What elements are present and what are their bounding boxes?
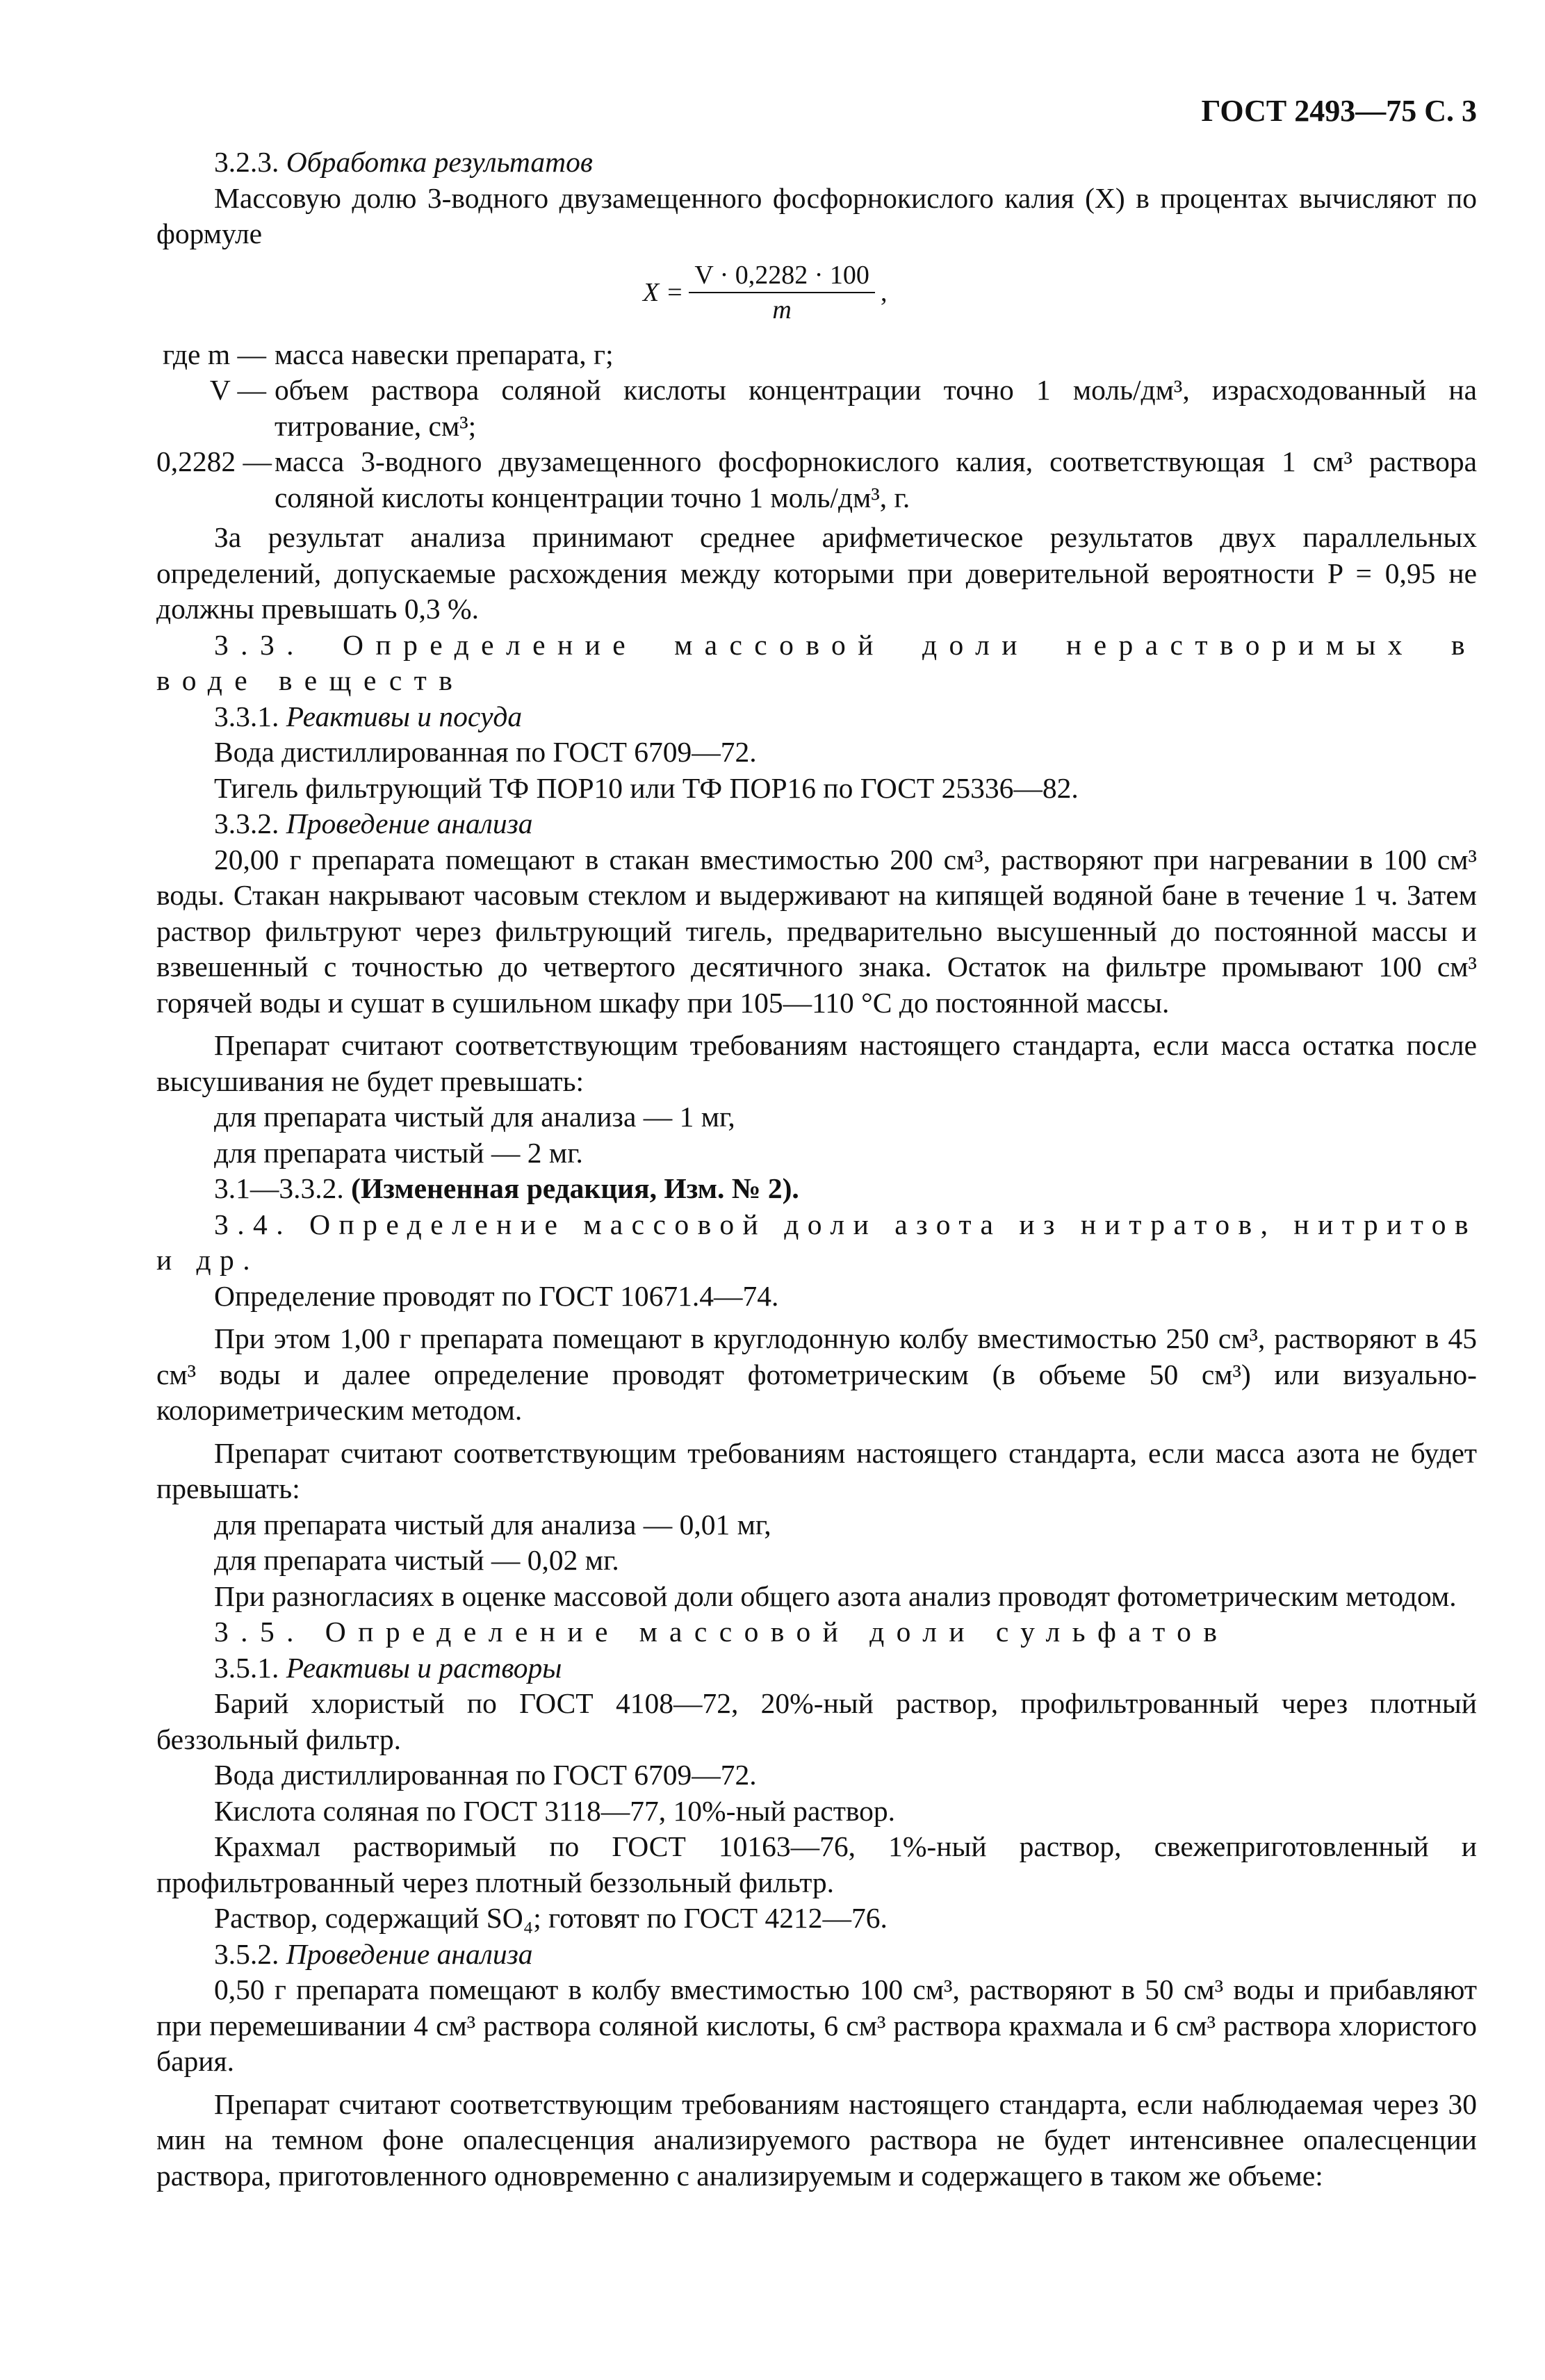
requirement-paragraph: Препарат считают соответствующим требованиям настоящего стандарта, если масса азота не будет превышать: — [156, 1436, 1477, 1504]
formula-intro-paragraph: Массовую долю 3-водного двузамещенного фосфорнокислого калия (X) в процентах вычисляют по формуле — [156, 181, 1477, 249]
reagent-paragraph: Барий хлористый по ГОСТ 4108—72, 20%-ный раствор, профильтрованный через плотный беззольный фильтр. — [156, 1687, 1477, 1755]
definition-text: объем раствора соляной кислоты концентрации точно 1 моль/дм³, израсходованный на титрование, см³; — [275, 374, 1477, 442]
definition-label: V — — [209, 374, 266, 406]
section-3-5-2-heading — [156, 1937, 1477, 1973]
reagent-line: Вода дистиллированная по ГОСТ 6709—72. — [214, 736, 757, 768]
formula-definitions — [156, 337, 1477, 516]
section-3-5-1-heading — [156, 1650, 1477, 1686]
reagent-line: Раствор, содержащий SO₄; готовят по ГОСТ 4212—76. — [214, 1902, 888, 1934]
reagent-line: Тигель фильтрующий ТФ ПОР10 или ТФ ПОР16 по ГОСТ 25336—82. — [214, 771, 1079, 804]
dispute-paragraph: При разногласиях в оценке массовой доли общего азота анализ проводят фотометрическим методом. — [214, 1579, 1457, 1612]
document-page — [156, 90, 1477, 2194]
reagent-line: Кислота соляная по ГОСТ 3118—77, 10%-ный раствор. — [214, 1794, 896, 1827]
definition-label: 0,2282 — — [156, 445, 272, 477]
procedure-paragraph: При этом 1,00 г препарата помещают в круглодонную колбу вместимостью 250 см³, растворяют в 45 см³ воды и далее определение проводят фотометрическим (в объеме 50 см³) или визуально-колориметрическим методом. — [156, 1322, 1477, 1426]
requirement-paragraph: Препарат считают соответствующим требованиям настоящего стандарта, если наблюдаемая через 30 мин на темном фоне опалесценция анализируемого раствора не будет интенсивнее опалесценции раствора, приготовленного одновременно с анализируемым и содержащего в таком же объеме: — [156, 2087, 1477, 2192]
section-number: 3.2.3. — [214, 146, 279, 178]
section-title: Обработка результатов — [286, 146, 593, 178]
limit-line: для препарата чистый — 0,02 мг. — [214, 1544, 619, 1576]
reagent-paragraph: Крахмал растворимый по ГОСТ 10163—76, 1%-ный раствор, свежеприготовленный и профильтрованный через плотный беззольный фильтр. — [156, 1830, 1477, 1898]
method-line: Определение проводят по ГОСТ 10671.4—74. — [214, 1279, 779, 1312]
formula-tail: , — [880, 277, 888, 307]
section-3-3-heading: 3.3. Определение массовой доли нерастворимых в воде веществ — [156, 628, 1477, 696]
formula-denominator: m — [772, 295, 792, 325]
definition-text: масса навески препарата, г; — [275, 338, 614, 370]
limit-line: для препарата чистый для анализа — 0,01 мг, — [214, 1508, 771, 1541]
page-header: ГОСТ 2493—75 С. 3 — [1201, 94, 1477, 128]
section-3-2-3-heading — [156, 145, 1477, 181]
section-3-3-1-heading — [156, 699, 1477, 735]
formula-fraction — [689, 261, 875, 324]
procedure-paragraph: 0,50 г препарата помещают в колбу вместимостью 100 см³, растворяют в 50 см³ воды и прибавляют при перемешивании 4 см³ раствора соляной кислоты, 6 см³ раствора крахмала и 6 см³ раствора хлористого бария. — [156, 1973, 1477, 2077]
section-title: Проведение анализа — [286, 807, 533, 839]
section-3-5-heading: 3.5. Определение массовой доли сульфатов — [214, 1616, 1229, 1648]
section-number: 3.5.1. — [214, 1651, 279, 1684]
section-title: Проведение анализа — [286, 1937, 533, 1970]
formula-lhs: X = — [643, 277, 684, 307]
section-3-4-heading: 3.4. Определение массовой доли азота из нитратов, нитритов и др. — [156, 1208, 1477, 1276]
section-number: 3.3.2. — [214, 807, 279, 839]
section-title: Реактивы и растворы — [286, 1651, 562, 1684]
section-number: 3.5.2. — [214, 1937, 279, 1970]
formula — [156, 258, 1477, 327]
section-title: Реактивы и посуда — [286, 700, 523, 732]
amendment-text: (Измененная редакция, Изм. № 2). — [351, 1172, 799, 1204]
limit-line: для препарата чистый — 2 мг. — [214, 1136, 583, 1169]
amendment-range: 3.1—3.3.2. — [214, 1172, 344, 1204]
section-number: 3.3.1. — [214, 700, 279, 732]
reagent-line: Вода дистиллированная по ГОСТ 6709—72. — [214, 1759, 757, 1791]
procedure-paragraph: 20,00 г препарата помещают в стакан вместимостью 200 см³, растворяют при нагревании в 100 см³ воды. Стакан накрывают часовым стеклом и выдерживают на кипящей водяной бане в течение 1 ч. Затем раствор фильтруют через фильтрующий тигель, предварительно высушенный до постоянной массы и взвешенный с точностью до четвертого десятичного знака. Остаток на фильтре промывают 100 см³ горячей воды и сушат в сушильном шкафу при 105—110 °С до постоянной массы. — [156, 843, 1477, 1019]
section-3-3-2-heading — [156, 806, 1477, 842]
definition-label: где m — — [162, 338, 266, 370]
limit-line: для препарата чистый для анализа — 1 мг, — [214, 1101, 735, 1133]
requirement-paragraph: Препарат считают соответствующим требованиям настоящего стандарта, если масса остатка после высушивания не будет превышать: — [156, 1029, 1477, 1097]
formula-numerator: V · 0,2282 · 100 — [689, 261, 875, 293]
result-paragraph: За результат анализа принимают среднее арифметическое результатов двух параллельных определений, допускаемые расхождения между которыми при доверительной вероятности P = 0,95 не должны превышать 0,3 %. — [156, 521, 1477, 625]
amendment-note — [156, 1171, 1477, 1207]
definition-text: масса 3-водного двузамещенного фосфорнокислого калия, соответствующая 1 см³ раствора соляной кислоты концентрации точно 1 моль/дм³, г. — [275, 445, 1477, 514]
